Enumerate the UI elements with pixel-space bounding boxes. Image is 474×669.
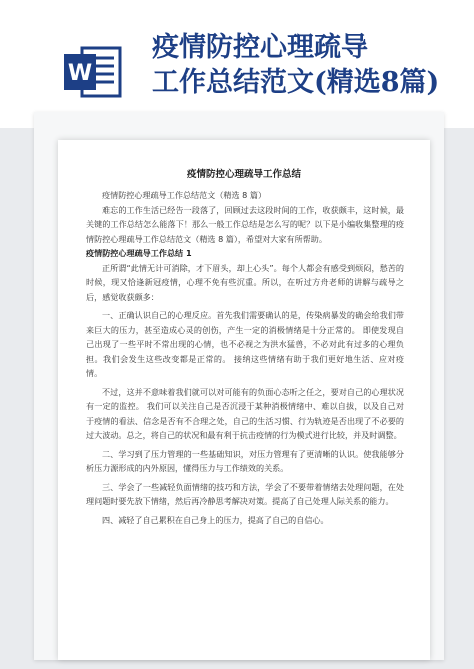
doc-section-heading: 疫情防控心理疏导工作总结 1	[86, 248, 192, 258]
doc-paragraph: 难忘的工作生活已经告一段落了，回顾过去这段时间的工作，收获颇丰，这时候，最关键的工作总结怎么能落下！那么一般工作总结是怎么写的呢？以下是小编收集整理的疫情防控心理疏导工作总结范文（精选 8 篇），希望对大家有所帮助。	[86, 204, 404, 244]
doc-paragraph: 三、学会了一些减轻负面情绪的技巧和方法，学会了不要带着情绪去处理问题，在处理问题时要先放下情绪，然后再冷静思考解决对策。提高了自己处理人际关系的能力。	[86, 481, 404, 506]
doc-paragraph: 不过，这并不意味着我们就可以对可能有的负面心态听之任之，要对自己的心理状况有一定的监控。 我们可以关注自己是否沉浸于某种消极情绪中、难以自拔，以及自己对于疫情的看法、信念是否有不合理之处，自己的生活习惯、行为轨迹是否出现了不必要的过大波动。总之，将自己的状况和最有利于抗击疫情的行为模式进行比较，并及时调整。	[86, 386, 404, 440]
document-body	[86, 188, 404, 527]
doc-paragraph: 四、减轻了自己累积在自己身上的压力，提高了自己的自信心。	[102, 514, 329, 525]
page-title-line-1: 疫情防控心理疏导	[152, 32, 368, 63]
doc-subtitle: 疫情防控心理疏导工作总结范文（精选 8 篇）	[102, 190, 267, 200]
page-title-line-2: 工作总结范文(精选8篇)	[152, 67, 440, 98]
doc-paragraph: 一、正确认识自己的心理反应。首先我们需要确认的是，传染病暴发的确会给我们带来巨大的压力，甚至造成心灵的创伤，产生一定的消极情绪是十分正常的。 即使发现自己出现了一些平时不常出现的心情，也不必视之为洪水猛兽，不必对此有过多的心理负担。我们会发生这些改变都是正常的。 接纳这些情绪有助于我们更好地生活、应对疫情。	[86, 310, 404, 378]
header-banner	[0, 0, 474, 128]
document-page	[58, 140, 430, 660]
svg-text:W: W	[67, 61, 93, 86]
doc-paragraph: 正所谓“此情无计可消除，才下眉头，却上心头”。每个人都会有感受到烦闷，愁苦的时候，现又恰逢新冠疫情，心理不免有些沉重。所以，在听过方舟老师的讲解与疏导之后，感觉收获颇多：	[86, 262, 404, 302]
word-document-icon	[62, 40, 124, 102]
doc-paragraph: 二、学习到了压力管理的一些基础知识，对压力管理有了更清晰的认识。使我能够分析压力源形成的内外原因，懂得压力与工作绩效的关系。	[86, 448, 404, 473]
document-title: 疫情防控心理疏导工作总结	[186, 169, 301, 180]
page-title	[152, 30, 474, 100]
